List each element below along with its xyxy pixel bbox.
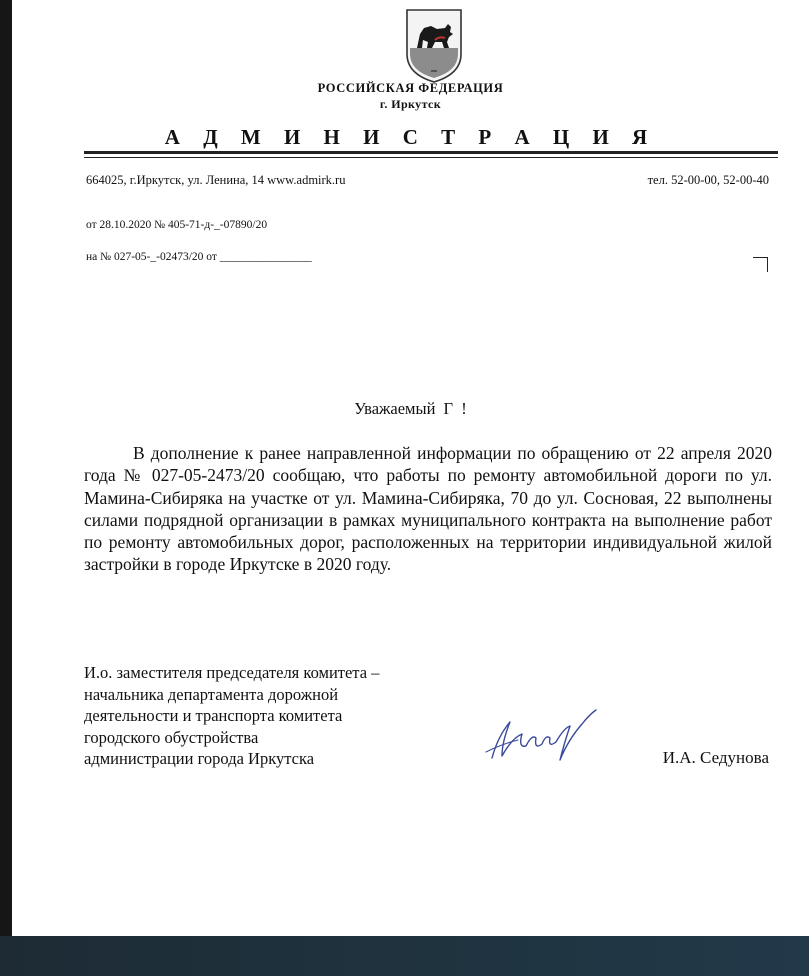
header-rule-thin: [84, 157, 778, 158]
signatory-title-line: деятельности и транспорта комитета: [84, 706, 343, 725]
address-line: 664025, г.Иркутск, ул. Ленина, 14 www.admirk.ru: [86, 173, 346, 187]
greeting: Уважаемый Г !: [354, 399, 467, 418]
signatory-title-line: администрации города Иркутска: [84, 749, 315, 768]
city-name: г. Иркутск: [379, 97, 442, 111]
organization-title: А Д М И Н И С Т Р А Ц И Я: [164, 125, 657, 149]
signatory-title: [84, 662, 379, 770]
header-rule-thick: [84, 151, 778, 154]
outgoing-reference: от 28.10.2020 № 405-71-д-_-07890/20: [86, 219, 268, 231]
signatory-title-line: городского обустройства: [84, 727, 259, 747]
signatory-title-line: начальника департамента дорожной: [84, 684, 339, 704]
letter-body: В дополнение к ранее направленной информации по обращению от 22 апреля 2020 года № 027-05-2473/20 сообщаю, что работы по ремонту автомобильной дороги по ул. Мамина-Сибиряка на участке от ул. Мамина-Сибиряка, 70 до ул. Сосновая, 22 выполнены силами подрядной организации в рамках муниципального контракта на выполнение работ по ремонту автомобильных дорог, расположенных на территории индивидуальной жилой застройки в городе Иркутске в 2020 году.: [84, 443, 772, 575]
handwritten-signature: [472, 704, 602, 766]
irkutsk-coat-of-arms-icon: [405, 8, 463, 84]
signatory-title-line: И.о. заместителя председателя комитета –: [84, 663, 380, 682]
incoming-reference: на № 027-05-_-02473/20 от ________________: [86, 251, 312, 263]
left-edge-strip: [0, 0, 12, 936]
viewer-bottom-bar: [0, 936, 809, 976]
document-page: [12, 0, 809, 936]
country-name: РОССИЙСКАЯ ФЕДЕРАЦИЯ: [317, 81, 504, 95]
phone-line: тел. 52-00-00, 52-00-40: [647, 173, 769, 187]
addressee-corner-mark: [753, 257, 768, 272]
signatory-name: И.А. Седунова: [662, 748, 769, 767]
